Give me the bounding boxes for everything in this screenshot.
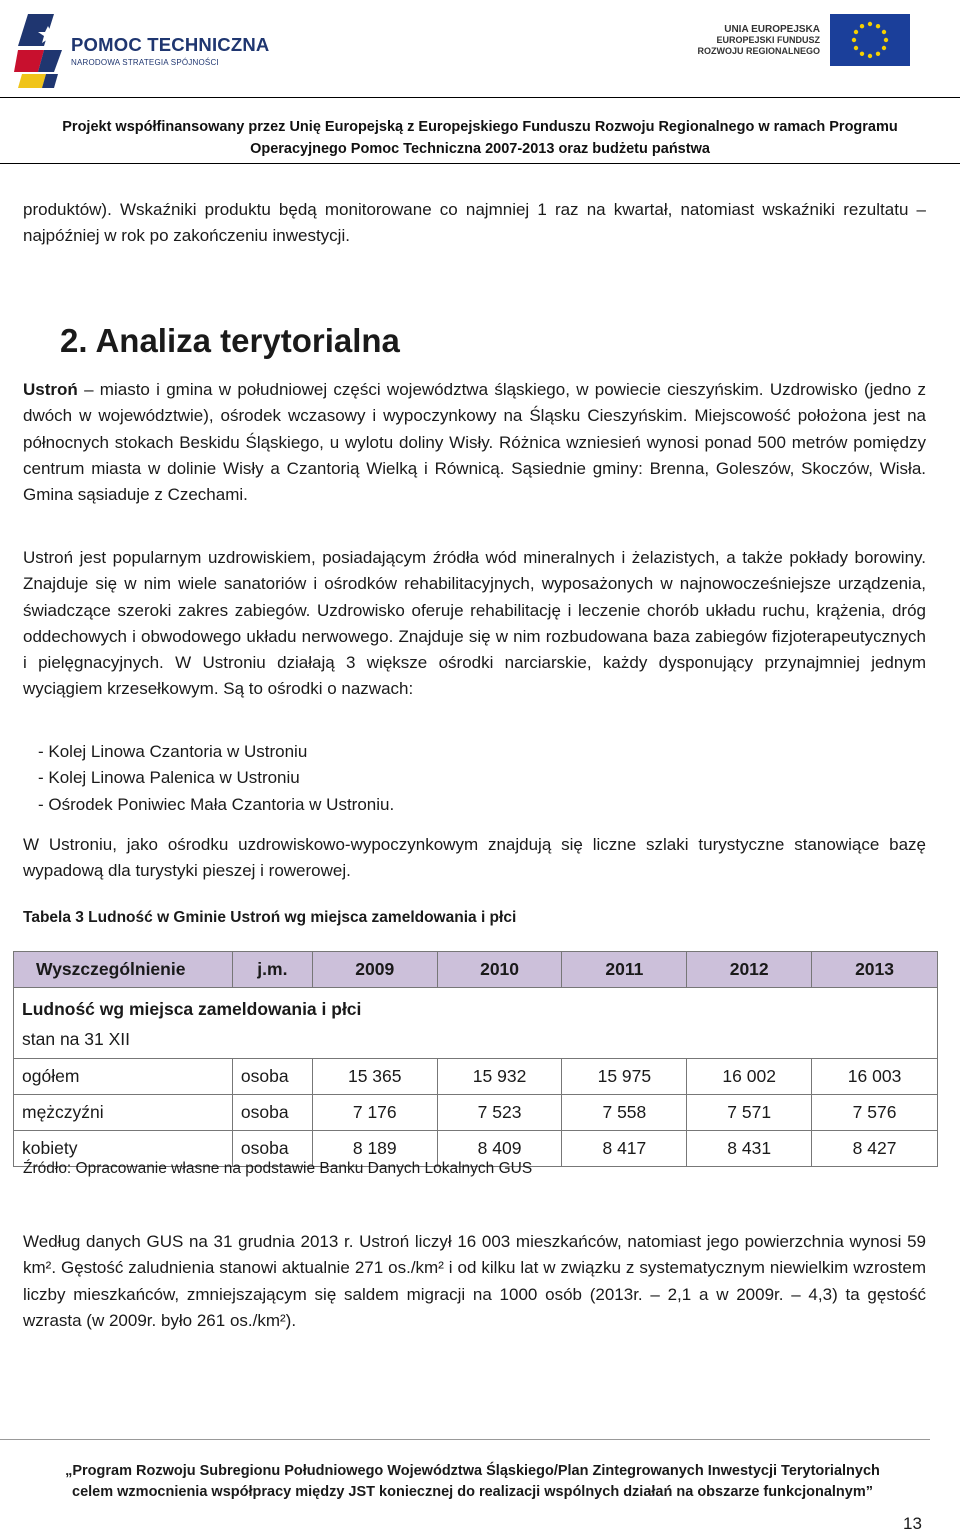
table-cell: kobiety (14, 1131, 233, 1167)
table-cell: 7 176 (312, 1095, 437, 1131)
table-row (14, 1095, 938, 1131)
table-cell: 7 576 (812, 1095, 938, 1131)
eu-flag-icon (830, 14, 910, 66)
header-rule (0, 97, 960, 98)
page-number: 13 (903, 1514, 922, 1533)
table-cell: 7 571 (687, 1095, 812, 1131)
population-table (13, 951, 938, 1167)
table-cell: 8 427 (812, 1131, 938, 1167)
table-cell: osoba (232, 1131, 312, 1167)
table-header-cell: 2011 (562, 952, 687, 988)
table-header-row (14, 952, 938, 988)
pomoc-techniczna-subtitle: NARODOWA STRATEGIA SPÓJNOŚCI (71, 58, 219, 67)
table-subheader-row (14, 988, 938, 1059)
pomoc-techniczna-emblem-icon (14, 12, 74, 90)
ski-centers-list (38, 739, 394, 818)
table-cell: 7 558 (562, 1095, 687, 1131)
project-line-2: Operacyjnego Pomoc Techniczna 2007-2013 oraz budżetu państwa (250, 141, 710, 157)
paragraph-gus: Według danych GUS na 31 grudnia 2013 r. Ustroń liczył 16 003 mieszkańców, natomiast jego powierzchnia wynosi 59 km². Gęstość zaludnienia stanowi aktualnie 271 os./km² i od kilku lat w związku z systematycznym niewielkim wzrostem liczby mieszkańców, zmniejszającym się saldem migracji na 1000 osób (2013r. – 2,1 a w 2009r. – 4,3) ta gęstość wzrasta (w 2009r. było 261 os./km²). (23, 1232, 926, 1330)
ue-line-2: EUROPEJSKI FUNDUSZ (716, 35, 820, 45)
list-item: - Kolej Linowa Palenica w Ustroniu (38, 768, 300, 788)
table-cell: ogółem (14, 1059, 233, 1095)
table-header-cell: Wyszczególnienie (14, 952, 233, 988)
table-source: Źródło: Opracowanie własne na podstawie Banku Danych Lokalnych GUS (23, 1160, 533, 1177)
table-header-cell: 2012 (687, 952, 812, 988)
table-cell: 7 523 (437, 1095, 562, 1131)
intro-paragraph: produktów). Wskaźniki produktu będą monitorowane co najmniej 1 raz na kwartał, natomiast wskaźniki rezultatu – najpóźniej w rok po zakończeniu inwestycji. (23, 200, 926, 246)
table-cell: 8 409 (437, 1131, 562, 1167)
footer-rule (0, 1439, 930, 1440)
table-cell: 8 417 (562, 1131, 687, 1167)
ue-logo-text (690, 24, 820, 57)
table-header-cell: j.m. (232, 952, 312, 988)
table-subheader-cell (14, 988, 938, 1059)
table-cell: 8 431 (687, 1131, 812, 1167)
table-cell: osoba (232, 1095, 312, 1131)
table-header-cell: 2010 (437, 952, 562, 988)
table-cell: 16 003 (812, 1059, 938, 1095)
table-caption: Tabela 3 Ludność w Gminie Ustroń wg miejsca zameldowania i płci (23, 909, 517, 926)
table-cell: osoba (232, 1059, 312, 1095)
paragraph-szlaki: W Ustroniu, jako ośrodku uzdrowiskowo-wypoczynkowym znajdują się liczne szlaki turystyczne stanowiące bazę wypadową dla turystyki pieszej i rowerowej. (23, 835, 926, 881)
table-subheader-note: stan na 31 XII (22, 1029, 130, 1049)
section-heading: 2. Analiza terytorialna (60, 322, 400, 359)
pomoc-techniczna-title: POMOC TECHNICZNA (71, 34, 270, 55)
footer-line-1: „Program Rozwoju Subregionu Południowego Województwa Śląskiego/Plan Zintegrowanych Inwestycji Terytorialnych (65, 1463, 880, 1479)
ue-line-3: ROZWOJU REGIONALNEGO (697, 46, 820, 56)
table-header-cell: 2009 (312, 952, 437, 988)
ue-line-1: UNIA EUROPEJSKA (724, 24, 820, 35)
paragraph-ustron (23, 377, 926, 508)
project-line-1: Projekt współfinansowany przez Unię Europejską z Europejskiego Funduszu Rozwoju Regionalnego w ramach Programu (62, 119, 898, 135)
table-subheader-title: Ludność wg miejsca zameldowania i płci (22, 999, 362, 1019)
table-cell: 8 189 (312, 1131, 437, 1167)
list-item: - Kolej Linowa Czantoria w Ustroniu (38, 742, 308, 761)
table-cell: 15 975 (562, 1059, 687, 1095)
table-cell: 15 365 (312, 1059, 437, 1095)
table-cell: 15 932 (437, 1059, 562, 1095)
list-item: - Ośrodek Poniwiec Mała Czantoria w Ustroniu. (38, 794, 395, 814)
paragraph-ustron-text: – miasto i gmina w południowej części województwa śląskiego, w powiecie cieszyńskim. Uzdrowisko (jedno z dwóch w województwie), ośrodek wczasowy i wypoczynkowy na Śląsku Cieszyńskim. Miejscowość położona jest na północnych stokach Beskidu Śląskiego, u wylotu doliny Wisły. Różnica wzniesień wynosi ponad 500 metrów pomiędzy centrum miasta w dolinie Wisły a Czantorią Wielką i Równicą. Sąsiednie gminy: Brenna, Goleszów, Skoczów, Wisła. Gmina sąsiaduje z Czechami. (23, 380, 926, 505)
table-cell: 16 002 (687, 1059, 812, 1095)
table-row (14, 1059, 938, 1095)
table-header-cell: 2013 (812, 952, 938, 988)
header-rule-bottom (0, 163, 960, 164)
paragraph-uzdrowisko: Ustroń jest popularnym uzdrowiskiem, posiadającym źródła wód mineralnych i żelazistych, a także pokłady borowiny. Znajduje się w nim wiele sanatoriów i ośrodków rehabilitacyjnych, wyposażonych w najnowocześniejsze urządzenia, świadczące szeroki zakres zabiegów. Uzdrowisko oferuje rehabilitację i leczenie chorób układu ruchu, krążenia, dróg oddechowych i obwodowego układu nerwowego. Znajduje się w nim rozbudowana baza zabiegów fizjoterapeutycznych i pielęgnacyjnych. W Ustroniu działają 3 większe ośrodki narciarskie, każdy dysponujący przynajmniej jednym wyciągiem krzesełkowym. Są to ośrodki o nazwach: (23, 548, 926, 699)
footer-line-2: celem wzmocnienia współpracy między JST koniecznej do realizacji wspólnych działań na obszarze funkcjonalnym” (72, 1484, 873, 1500)
table-cell: mężczyźni (14, 1095, 233, 1131)
paragraph-ustron-bold: Ustroń (23, 380, 78, 399)
